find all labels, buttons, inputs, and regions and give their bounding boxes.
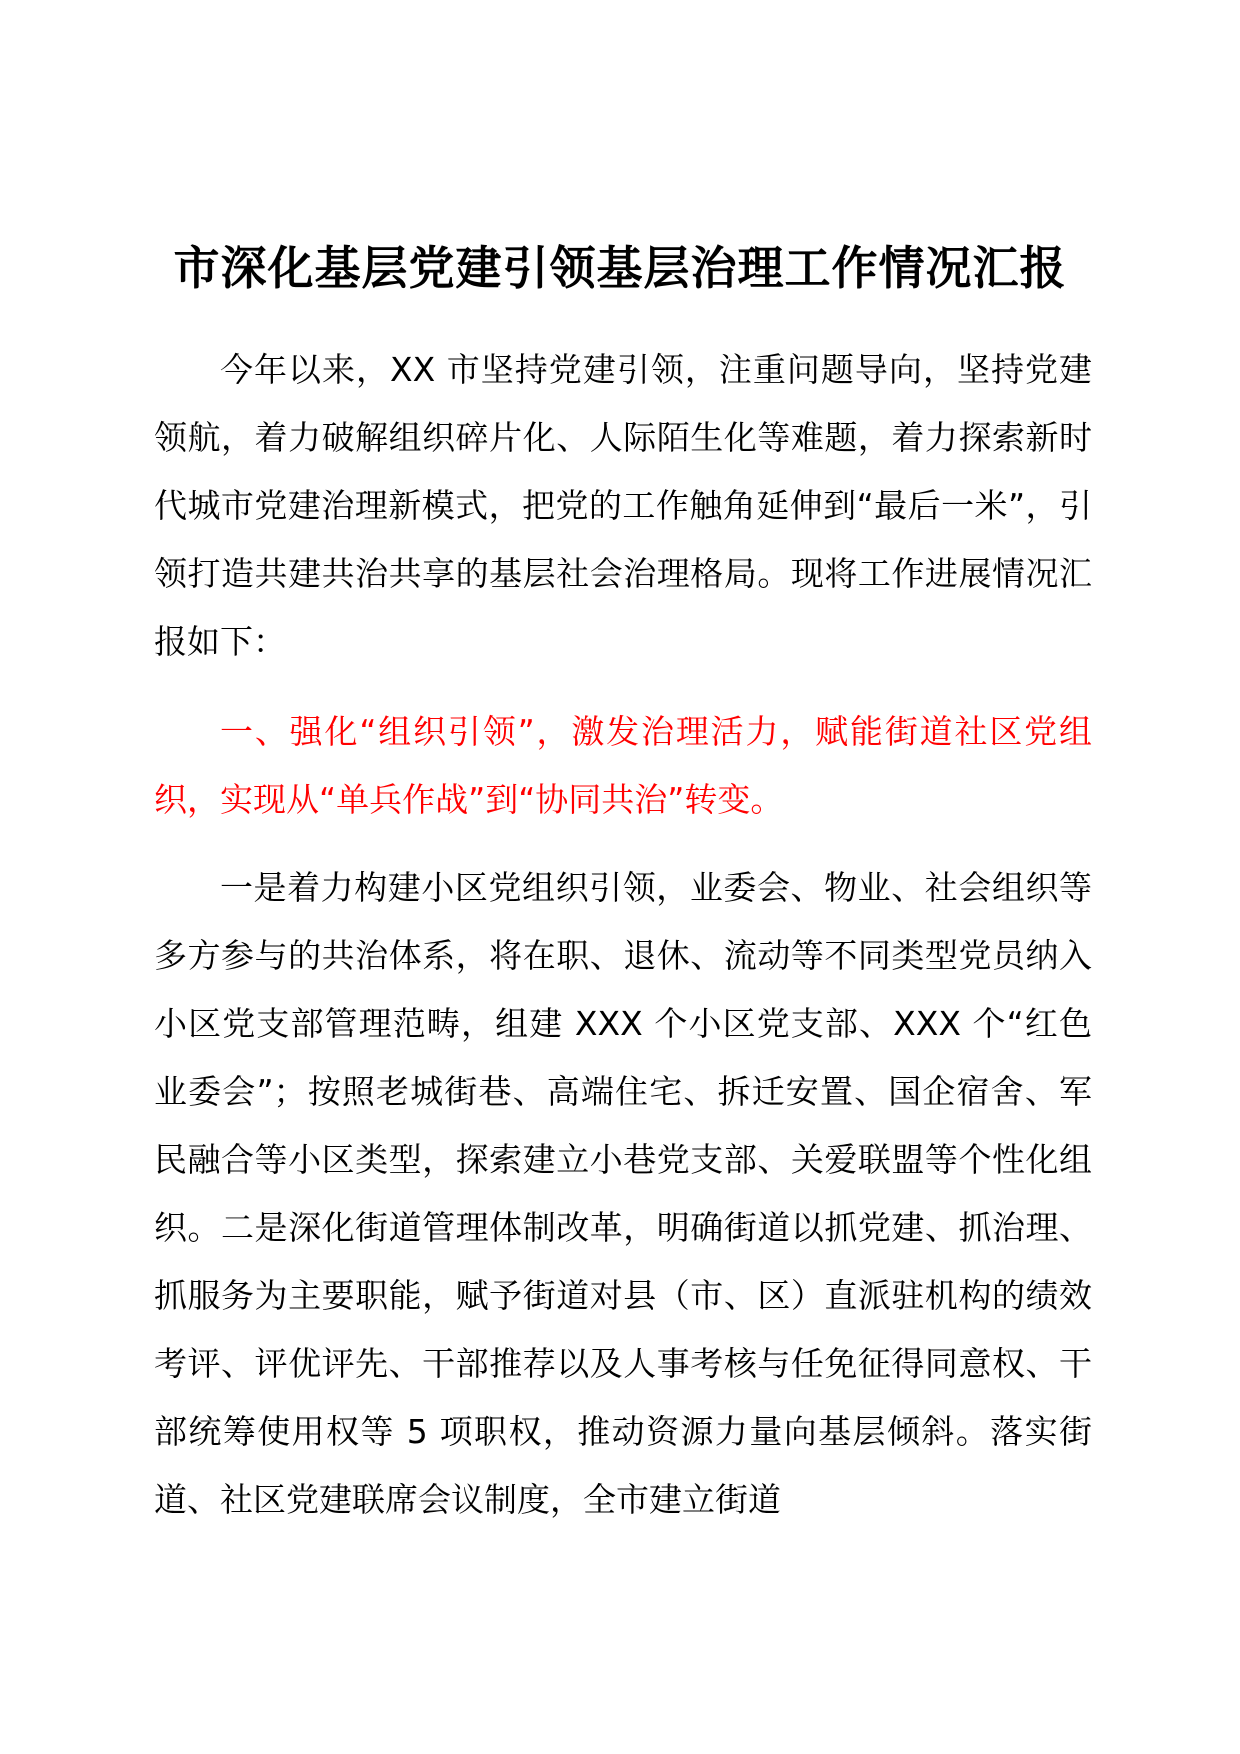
section-1-heading: 一、强化“组织引领”，激发治理活力，赋能街道社区党组织，实现从“单兵作战”到“协同共治”转变。 (154, 712, 1092, 819)
section-1-body-paragraph: 一是着力构建小区党组织引领，业委会、物业、社会组织等多方参与的共治体系，将在职、退休、流动等不同类型党员纳入小区党支部管理范畴，组建 XXX 个小区党支部、XXX 个“红色业委会”；按照老城街巷、高端住宅、拆迁安置、国企宿舍、军民融合等小区类型，探索建立小巷党支部、关爱联盟等个性化组织。二是深化街道管理体制改革，明确街道以抓党建、抓治理、抓服务为主要职能，赋予街道对县（市、区）直派驻机构的绩效考评、评优评先、干部推荐以及人事考核与任免征得同意权、干部统筹使用权等 5 项职权，推动资源力量向基层倾斜。落实街道、社区党建联席会议制度，全市建立街道 (154, 868, 1092, 1519)
intro-paragraph: 今年以来，XX 市坚持党建引领，注重问题导向，坚持党建领航，着力破解组织碎片化、人际陌生化等难题，着力探索新时代城市党建治理新模式，把党的工作触角延伸到“最后一米”，引领打造共建共治共享的基层社会治理格局。现将工作进展情况汇报如下： (154, 350, 1092, 661)
document-title: 市深化基层党建引领基层治理工作情况汇报 (173, 241, 1067, 295)
